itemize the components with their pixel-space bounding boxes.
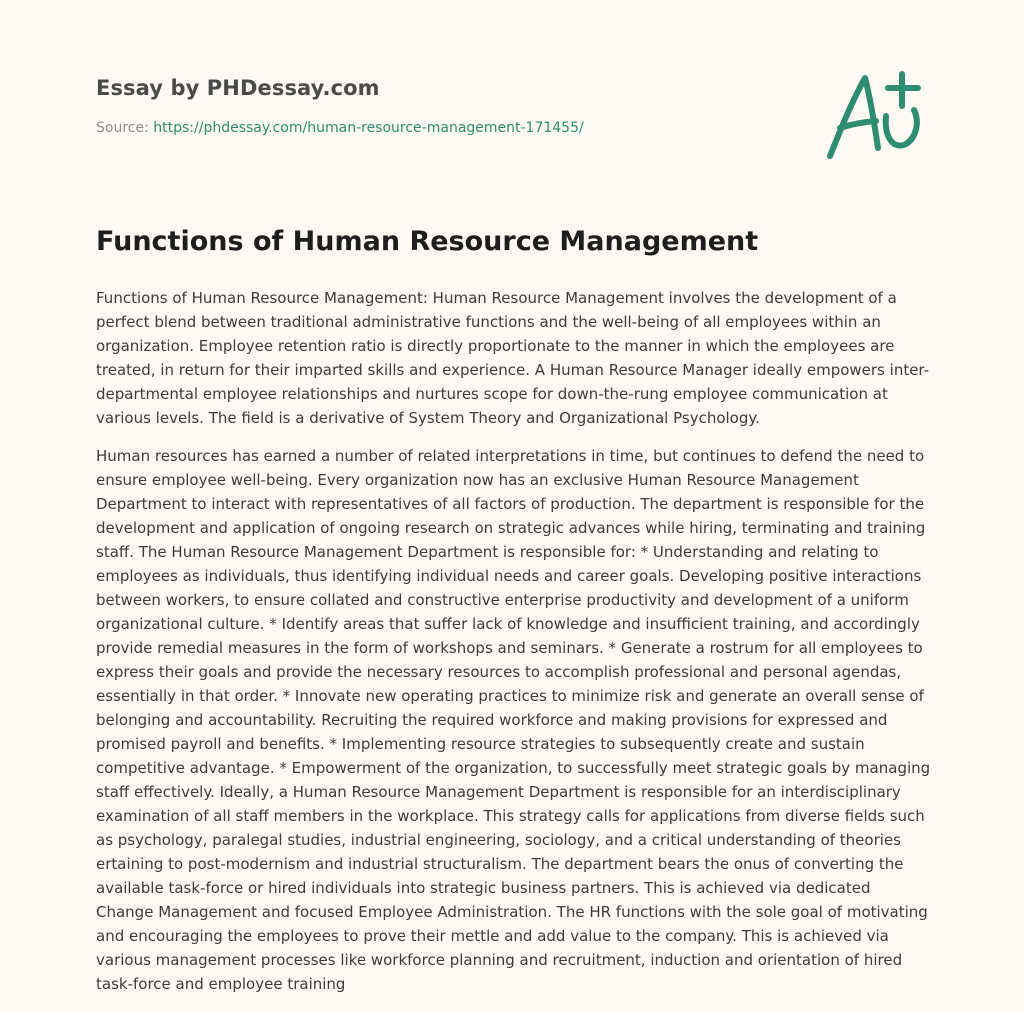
a-plus-logo-icon: [820, 66, 930, 166]
brand-title: Essay by PHDessay.com: [96, 76, 380, 100]
essay-body: [96, 286, 931, 1010]
source-label: Source:: [96, 120, 154, 136]
source-line: [96, 120, 696, 136]
essay-paragraph: Functions of Human Resource Management: Human Resource Management involves the development of a perfect blend between traditional administrative functions and the well-being of all employees within an organization. Employee retention ratio is directly proportionate to the manner in which the employees are treated, in return for their imparted skills and experience. A Human Resource Manager ideally empowers inter-departmental employee relationships and nurtures scope for down-the-rung employee communication at various levels. The field is a derivative of System Theory and Organizational Psychology.: [96, 289, 930, 427]
essay-paragraph: Human resources has earned a number of related interpretations in time, but continues to defend the need to ensure employee well-being. Every organization now has an exclusive Human Resource Management Department to interact with representatives of all factors of production. The department is responsible for the development and application of ongoing research on strategic advances while hiring, terminating and training staff. The Human Resource Management Department is responsible for: * Understanding and relating to employees as individuals, thus identifying individual needs and career goals. Developing positive interactions between workers, to ensure collated and constructive enterprise productivity and development of a uniform organizational culture. * Identify areas that suffer lack of knowledge and insufficient training, and accordingly provide remedial measures in the form of workshops and seminars. * Generate a rostrum for all employees to express their goals and provide the necessary resources to accomplish professional and personal agendas, essentially in that order. * Innovate new operating practices to minimize risk and generate an overall sense of belonging and accountability. Recruiting the required workforce and making provisions for expressed and promised payroll and benefits. * Implementing resource strategies to subsequently create and sustain competitive advantage. * Empowerment of the organization, to successfully meet strategic goals by managing staff effectively. Ideally, a Human Resource Management Department is responsible for an interdisciplinary examination of all staff members in the workplace. This strategy calls for applications from diverse fields such as psychology, paralegal studies, industrial engineering, sociology, and a critical understanding of theories ertaining to post-modernism and industrial structuralism. The department bears the onus of converting the available task-force or hired individuals into strategic business partners. This is achieved via dedicated Change Management and focused Employee Administration. The HR functions with the sole goal of motivating and encouraging the employees to prove their mettle and add value to the company. This is achieved via various management processes like workforce planning and recruitment, induction and orientation of hired task-force and employee training: [96, 447, 931, 993]
page-header: [96, 76, 696, 136]
page-title: Functions of Human Resource Management: [96, 226, 759, 257]
source-link[interactable]: https://phdessay.com/human-resource-management-171455/: [153, 120, 584, 136]
